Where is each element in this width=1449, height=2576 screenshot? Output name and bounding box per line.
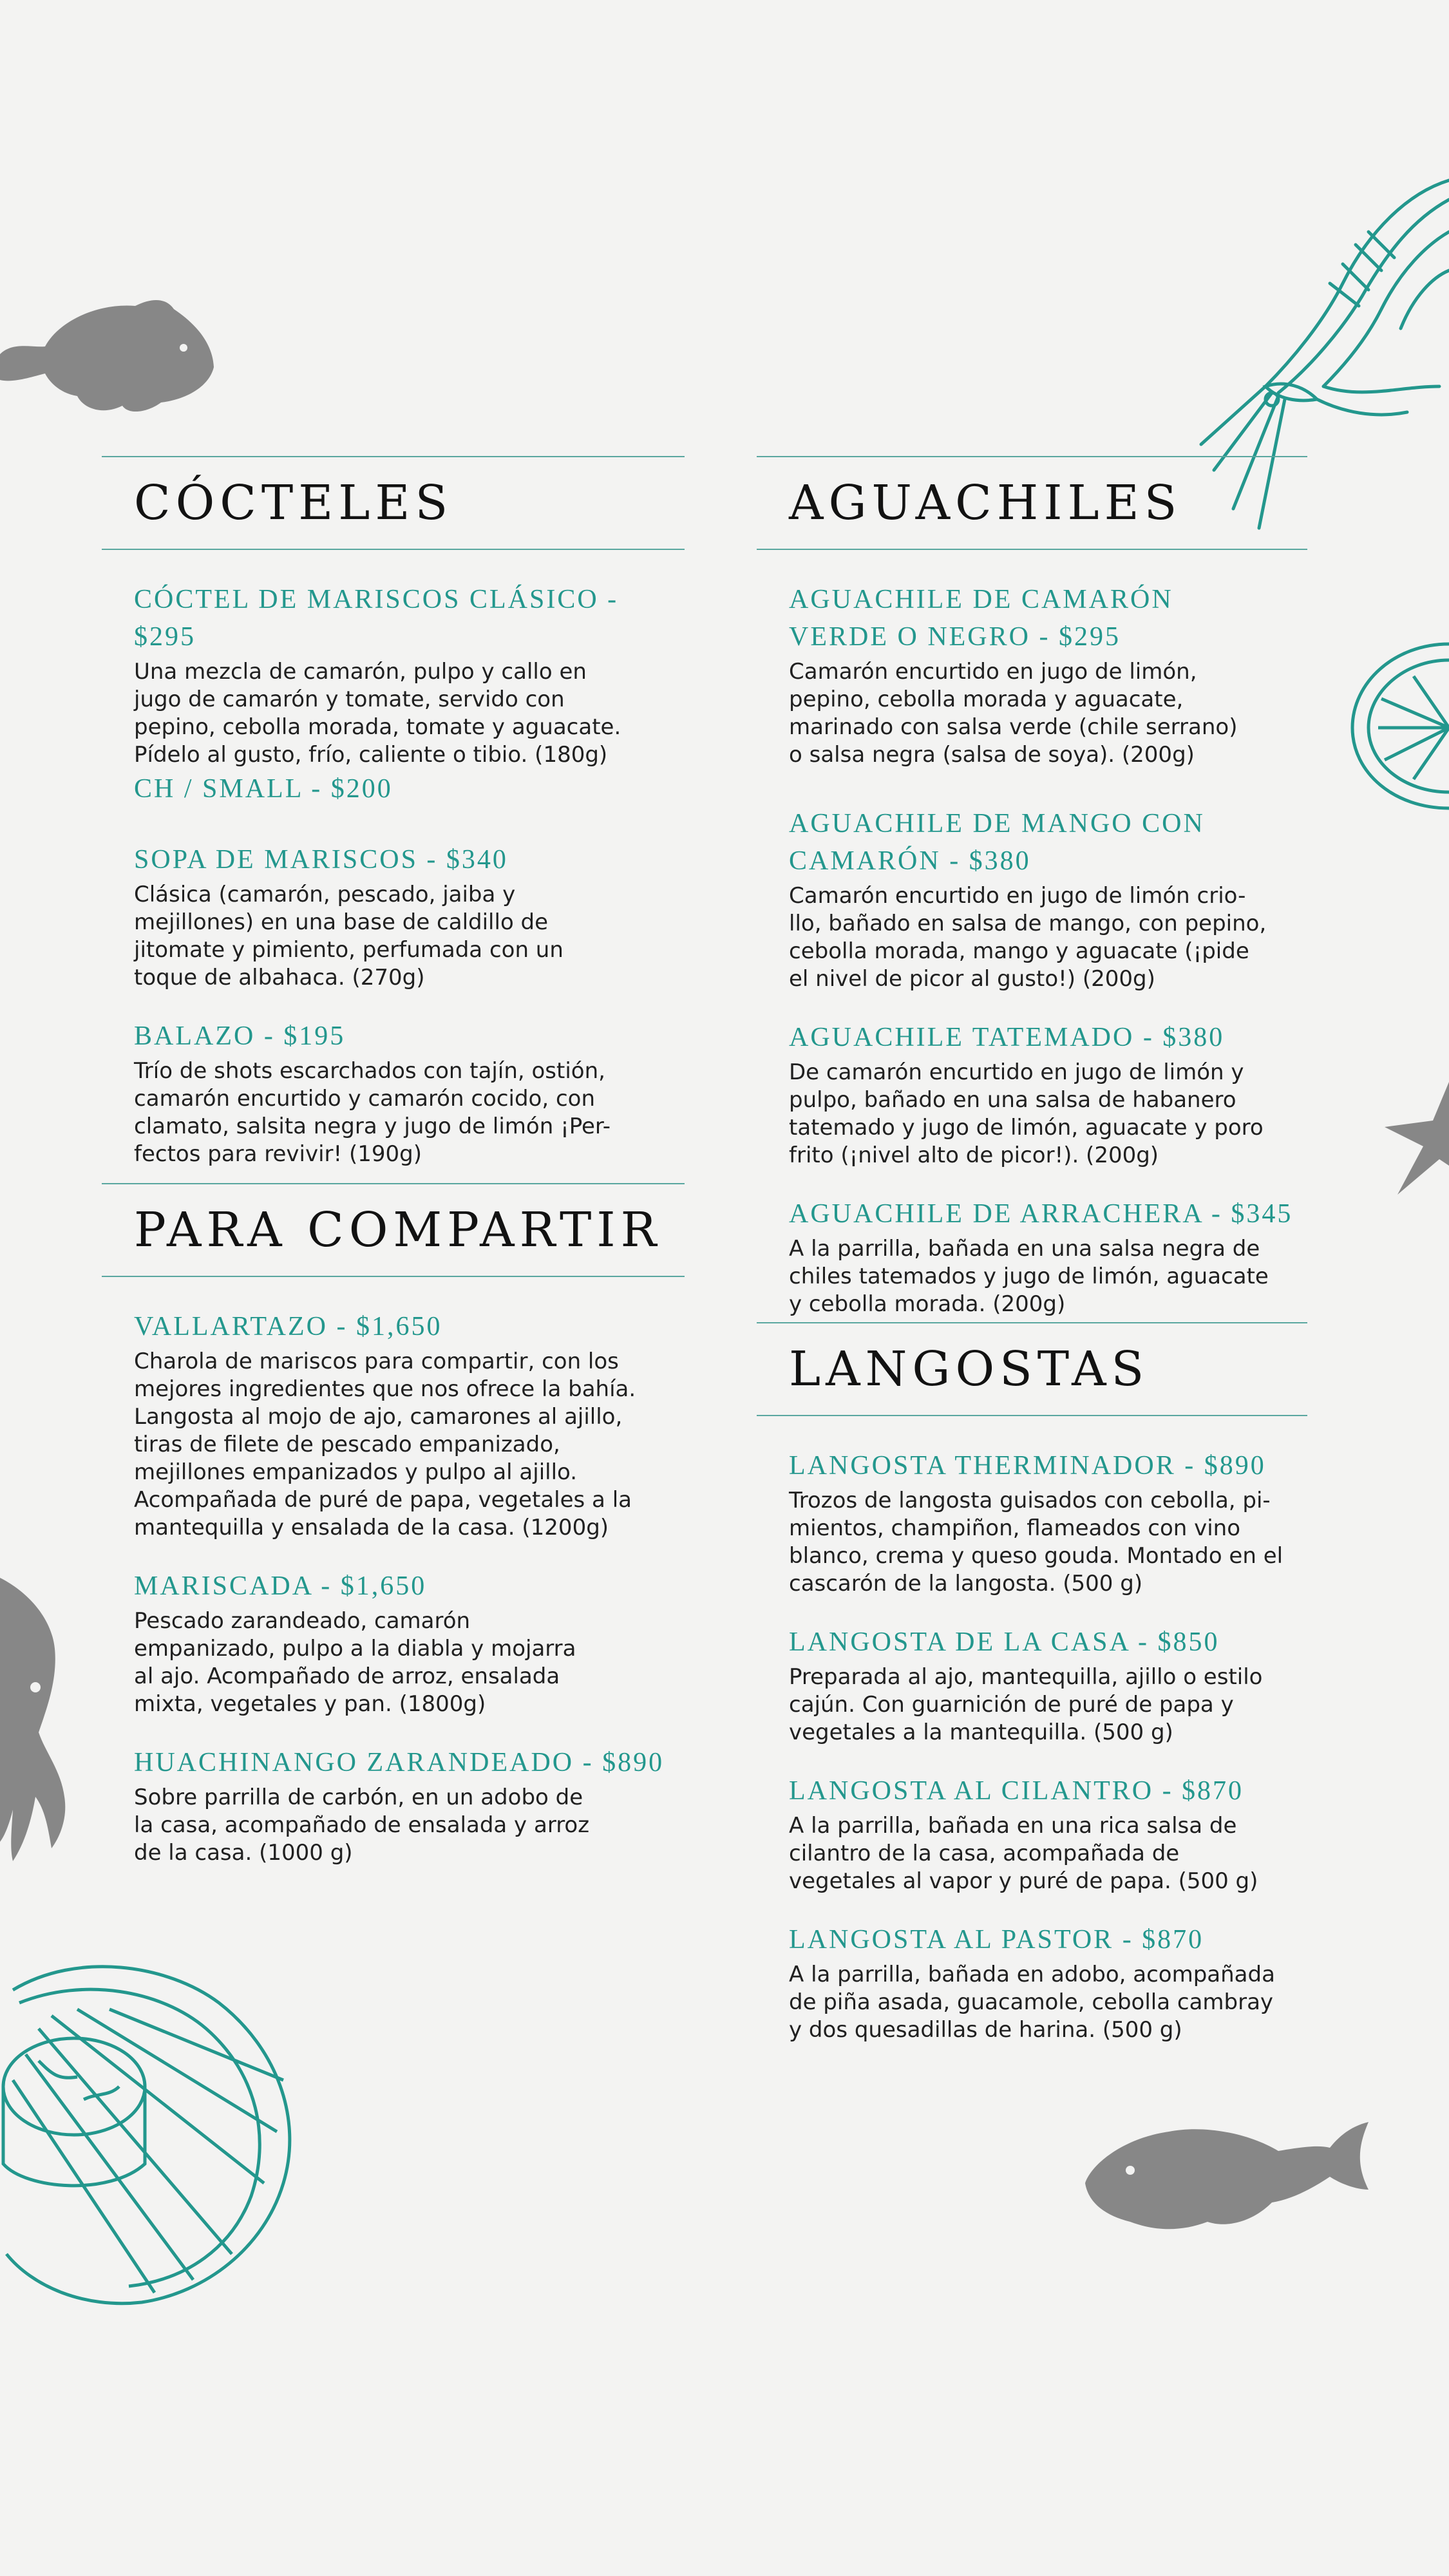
squid-icon <box>0 1578 77 1874</box>
item-description: Sobre parrilla de carbón, en un adobo de la casa, acompañado de ensalada y arroz de la casa. (1000 g) <box>134 1785 590 1866</box>
section-title: CÓCTELES <box>134 475 453 531</box>
menu-item <box>134 581 685 808</box>
menu-item <box>789 581 1307 769</box>
section-header <box>102 1183 685 1277</box>
item-description: Una mezcla de camarón, pulpo y callo en jugo de camarón y tomate, servido con pepino, cebolla morada, tomate y aguacate. Pídelo al gusto, frío, caliente o tibio. (180g) <box>134 659 621 768</box>
menu-item <box>789 1772 1307 1895</box>
item-title: AGUACHILE DE ARRACHERA - $345 <box>789 1199 1293 1229</box>
scallop-shell-icon <box>0 1951 309 2312</box>
item-title: BALAZO - $195 <box>134 1021 346 1051</box>
fish-silhouette-icon <box>1085 2119 1368 2238</box>
item-description: Pescado zarandeado, camarón empanizado, pulpo a la diabla y mojarra al ajo. Acompañado de arroz, ensalada mixta, vegetales y pan. (1800g) <box>134 1608 576 1717</box>
fish-silhouette-icon <box>0 270 219 425</box>
section-header <box>102 456 685 550</box>
menu-item <box>134 1308 685 1542</box>
item-description: Preparada al ajo, mantequilla, ajillo o estilo cajún. Con guarnición de puré de papa y vegetales a la mantequilla. (500 g) <box>789 1664 1263 1745</box>
item-description: A la parrilla, bañada en adobo, acompañada de piña asada, guacamole, cebolla cambray y dos quesadillas de harina. (500 g) <box>789 1962 1275 2043</box>
section-title: LANGOSTAS <box>789 1341 1150 1397</box>
menu-item <box>134 1018 685 1168</box>
item-title: AGUACHILE TATEMADO - $380 <box>789 1023 1225 1052</box>
item-title: VALLARTAZO - $1,650 <box>134 1312 442 1341</box>
menu-item <box>789 1624 1307 1747</box>
section-header <box>757 456 1307 550</box>
item-title: AGUACHILE DE MANGO CON CAMARÓN - $380 <box>789 809 1205 876</box>
item-description: A la parrilla, bañada en una rica salsa de cilantro de la casa, acompañada de vegetales al vapor y puré de papa. (500 g) <box>789 1813 1258 1894</box>
item-title: CÓCTEL DE MARISCOS CLÁSICO - $295 <box>134 585 619 652</box>
item-title: AGUACHILE DE CAMARÓN VERDE O NEGRO - $295 <box>789 585 1173 652</box>
menu-item <box>789 1019 1307 1170</box>
item-description: De camarón encurtido en jugo de limón y pulpo, bañado en una salsa de habanero tatemado y jugo de limón, aguacate y poro frito (¡nivel alto de picor!). (200g) <box>789 1059 1264 1168</box>
section-langostas <box>757 1322 1307 2070</box>
item-description: Trío de shots escarchados con tajín, ostión, camarón encurtido y camarón cocido, con clamato, salsita negra y jugo de limón ¡Per- fectos para revivir! (190g) <box>134 1058 611 1167</box>
section-para-compartir <box>102 1183 685 1893</box>
item-title: LANGOSTA AL PASTOR - $870 <box>789 1925 1204 1955</box>
section-title: PARA COMPARTIR <box>134 1202 662 1258</box>
menu-item <box>789 1921 1307 2044</box>
section-title: AGUACHILES <box>789 475 1182 531</box>
menu-item <box>789 1195 1307 1318</box>
item-title: SOPA DE MARISCOS - $340 <box>134 845 508 875</box>
section-cocteles <box>102 456 685 1194</box>
item-subtitle: CH / SMALL - $200 <box>134 774 393 804</box>
section-header <box>757 1322 1307 1416</box>
starfish-icon <box>1372 1075 1449 1198</box>
item-title: LANGOSTA THERMINADOR - $890 <box>789 1451 1266 1481</box>
item-description: Camarón encurtido en jugo de limón crio- llo, bañado en salsa de mango, con pepino, cebolla morada, mango y aguacate (¡pide el nivel de picor al gusto!) (200g) <box>789 883 1267 992</box>
menu-item <box>134 1567 685 1718</box>
item-title: MARISCADA - $1,650 <box>134 1571 427 1601</box>
item-description: Trozos de langosta guisados con cebolla, pi- mientos, champiñon, flameados con vino blanco, crema y queso gouda. Montado en el cascarón de la langosta. (500 g) <box>789 1488 1283 1596</box>
item-description: A la parrilla, bañada en una salsa negra de chiles tatemados y jugo de limón, aguacate y cebolla morada. (200g) <box>789 1236 1269 1317</box>
item-description: Charola de mariscos para compartir, con los mejores ingredientes que nos ofrece la bahía. Langosta al mojo de ajo, camarones al ajillo, tiras de filete de pescado empanizado, mejillones empanizados y pulpo al ajillo. Acompañada de puré de papa, vegetales a la mantequilla y ensalada de la casa. (1200g) <box>134 1349 636 1540</box>
menu-item <box>789 805 1307 993</box>
item-description: Camarón encurtido en jugo de limón, pepino, cebolla morada y aguacate, marinado con salsa verde (chile serrano) o salsa negra (salsa de soya). (200g) <box>789 659 1238 768</box>
item-description: Clásica (camarón, pescado, jaiba y mejillones) en una base de caldillo de jitomate y pimiento, perfumada con un toque de albahaca. (270g) <box>134 882 564 990</box>
lemon-slice-icon <box>1343 638 1449 818</box>
item-title: LANGOSTA AL CILANTRO - $870 <box>789 1776 1244 1806</box>
item-title: LANGOSTA DE LA CASA - $850 <box>789 1627 1220 1657</box>
section-aguachiles <box>757 456 1307 1344</box>
menu-item <box>134 1744 685 1867</box>
item-title: HUACHINANGO ZARANDEADO - $890 <box>134 1748 665 1777</box>
menu-item <box>134 841 685 992</box>
menu-item <box>789 1447 1307 1598</box>
